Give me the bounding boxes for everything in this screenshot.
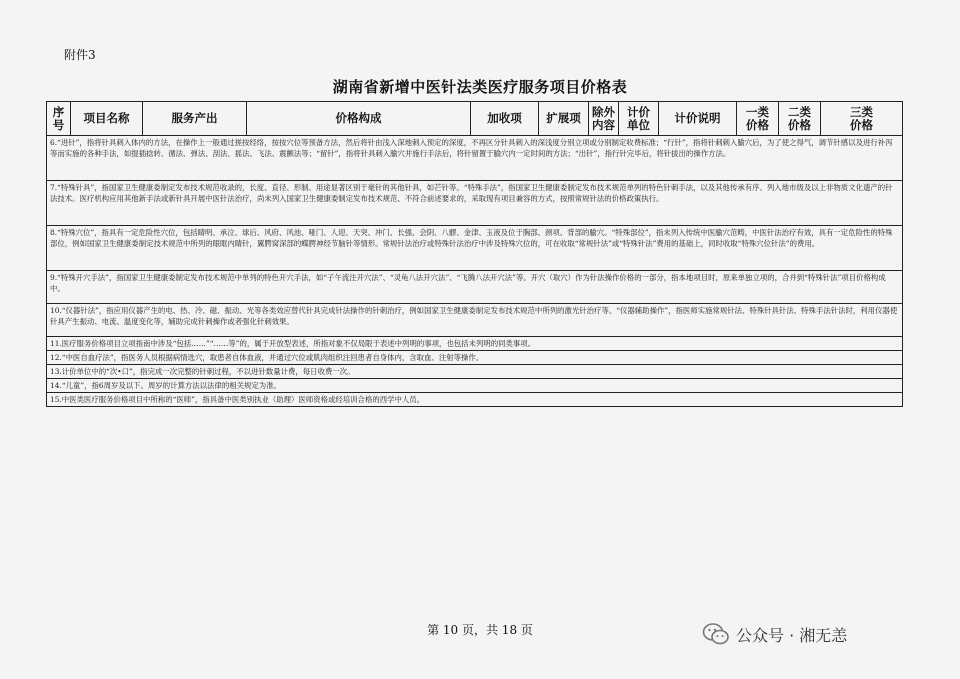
note-row: [47, 304, 903, 337]
wechat-icon: [702, 622, 730, 646]
annex-label: 附件3: [64, 48, 96, 62]
note-row: [47, 271, 903, 304]
header-seq: 序号: [47, 102, 71, 136]
note-row: [47, 136, 903, 181]
note-11: 11.医疗服务价格项目立项指南中涉及“包括……”“……等”的，属于开放型表述，所指对象不仅局限于表述中列明的事项，也包括未列明的同类事项。: [47, 337, 903, 351]
note-row: [47, 393, 903, 407]
header-surcharge: 加收项: [471, 102, 539, 136]
price-table: [46, 101, 903, 407]
wechat-watermark: [702, 622, 847, 646]
note-row: [47, 226, 903, 271]
header-pricing-unit: 计价单位: [619, 102, 659, 136]
note-15: 15.中医类医疗服务价格项目中所称的“医师”，指具备中医类别执业（助理）医师资格或经培训合格的西学中人员。: [47, 393, 903, 407]
watermark-text: 公众号 · 湘无恙: [736, 625, 848, 645]
note-13: 13.计价单位中的“次•口”，指完成一次完整的针刺过程，不以进针数量计费，每日收费一次。: [47, 365, 903, 379]
header-pricing-note: 计价说明: [659, 102, 737, 136]
note-row: [47, 337, 903, 351]
note-row: [47, 351, 903, 365]
header-service-output: 服务产出: [143, 102, 247, 136]
note-row: [47, 181, 903, 226]
note-14: 14.“儿童”，指6周岁及以下。周岁的计算方法以法律的相关规定为准。: [47, 379, 903, 393]
note-7: 7.“特殊针具”，指国家卫生健康委制定发布技术规范收录的，长度、直径、形制、用途显著区别于毫针的其他针具，如芒针等。“特殊手法”，指国家卫生健康委制定发布技术规范单列的特色针刺手法，以及其他传承有序、列入地市级及以上非物质文化遗产的针法技术。医疗机构应用其他新手法或新针具开展中医针法治疗，尚未列入国家卫生健康委制定发布技术规范、不符合前述要求的，采取现有项目兼容的方式，按照常规针法的价格政策执行。: [47, 181, 903, 226]
page-title: 湖南省新增中医针法类医疗服务项目价格表: [332, 78, 628, 96]
header-item-name: 项目名称: [71, 102, 143, 136]
note-9: 9.“特殊开穴手法”，指国家卫生健康委制定发布技术规范中单列的特色开穴手法，如“子午流注开穴法”、“灵龟八法开穴法”、“飞腾八法开穴法”等。开穴（取穴）作为针法操作价格的一部分，指本地项目时，原来单独立项的，合并到“特殊针法”项目价格构成中。: [47, 271, 903, 304]
note-12: 12.“中医自血疗法”，指医务人员根据病情选穴，取患者自体血液，并通过穴位或肌肉组织注回患者自身体内，含取血、注射等操作。: [47, 351, 903, 365]
header-extension: 扩展项: [539, 102, 589, 136]
note-row: [47, 365, 903, 379]
note-8: 8.“特殊穴位”，指具有一定危险性穴位，包括睛明、承泣、球后、风府、风池、哑门、人迎、天突、冲门、长强、会阴、八髎、金津、玉液及位于胸部、颈项、背部的腧穴。“特殊部位”，指未列入传统中医腧穴范畴，中医针法治疗有效，具有一定危险性的特殊部位，例如国家卫生健康委制定技术规范中所列的眼眶内睛针，翼腭窝深部的蝶腭神经节脑针等情形。常规针法治疗或特殊针法治疗中涉及特殊穴位的，可在收取“常规针法”或“特殊针法”费用的基础上，同时收取“特殊穴位针法”的费用。: [47, 226, 903, 271]
note-10: 10.“仪器针法”，指应用仪器产生的电、热、冷、磁、振动、光等各类效应替代针具完成针法操作的针刺治疗，例如国家卫生健康委制定发布技术规范中所列的激光针治疗等。“仪器辅助操作”，指医师实施常规针法、特殊针具针法、特殊手法针法时，利用仪器使针具产生振动、电流、温度变化等，辅助完成针刺操作或者强化针刺效果。: [47, 304, 903, 337]
note-row: [47, 379, 903, 393]
note-6: 6.“进针”，指将针具刺入体内的方法，在操作上一般通过搓按经络，按按穴位等预备方法，然后将针由浅入深地刺入预定的深度，不再区分针具刺入的深浅度分别立项或分别制定收费标准；“行针”，指将针刺刺入腧穴后，为了使之得气，调节针感以及进行补泻等而实施的各种手法，如提插捻转、循法、弹法、刮法、摇法、飞法、震颤法等；“留针”，指将针具刺入腧穴并施行手法后，将针留置于腧穴内一定时间的方法；“出针”，指行针完毕后，将针拔出的操作方法。: [47, 136, 903, 181]
header-exclusions: 除外内容: [589, 102, 619, 136]
header-class1-price: 一类价格: [737, 102, 779, 136]
page-footer: 第 10 页，共 18 页: [427, 623, 533, 637]
header-price-composition: 价格构成: [247, 102, 471, 136]
header-row: [47, 102, 903, 136]
header-class3-price: 三类价格: [821, 102, 903, 136]
header-class2-price: 二类价格: [779, 102, 821, 136]
